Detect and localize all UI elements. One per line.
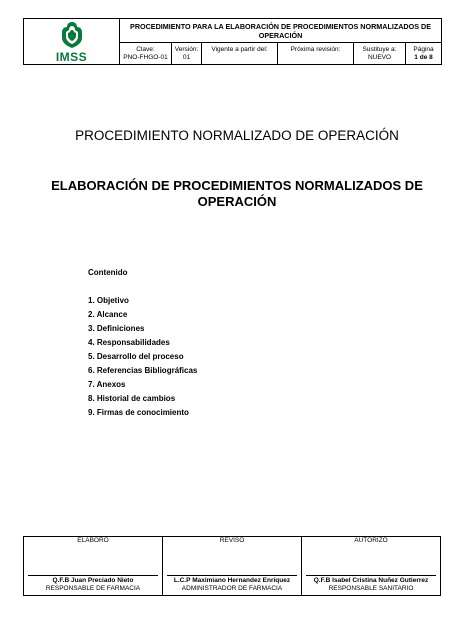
contents-item: 9. Firmas de conocimiento: [88, 408, 189, 417]
contents-item: 4. Responsabilidades: [88, 338, 170, 347]
field-pagina: Página 1 de 8: [406, 43, 442, 65]
role-reviso: REVISÓ: [163, 537, 302, 545]
field-version: Versión: 01: [172, 43, 202, 65]
field-vigente: Vigente a partir del:: [202, 43, 278, 65]
imss-eagle-logo-icon: [58, 20, 86, 50]
signature-block-autorizo: [302, 544, 441, 596]
contents-item: 3. Definiciones: [88, 324, 145, 333]
field-clave: Clave: PNO-FHGO-01: [120, 43, 172, 65]
signer-name: Q.F.B Juan Preciado Nieto: [52, 577, 134, 584]
signer-name: Q.F.B Isabel Cristina Nuñez Gutierrez: [313, 577, 429, 584]
signature-line: [167, 575, 297, 576]
signer-position: ADMINISTRADOR DE FARMACIA: [181, 585, 283, 592]
contents-item: 1. Objetivo: [88, 296, 129, 305]
contents-item: 8. Historial de cambios: [88, 394, 176, 403]
signature-line: [306, 575, 436, 576]
signer-position: RESPONSABLE DE FARMACIA: [45, 585, 141, 592]
field-sustituye: Sustituye a: NUEVO: [354, 43, 406, 65]
document-subtitle: ELABORACIÓN DE PROCEDIMIENTOS NORMALIZADOS DE OPERACIÓN: [51, 178, 423, 209]
contents-item: 2. Alcance: [88, 310, 128, 319]
contents-item: 6. Referencias Bibliográficas: [88, 366, 198, 375]
signature-block-elaboro: [24, 544, 163, 596]
contents-item: 5. Desarrollo del proceso: [88, 352, 184, 361]
document-title: PROCEDIMIENTO NORMALIZADO DE OPERACIÓN: [75, 128, 399, 143]
signature-table: [23, 536, 441, 596]
table-of-contents: [88, 268, 197, 420]
signature-line: [28, 575, 158, 576]
logo-text: IMSS: [55, 50, 88, 64]
role-elaboro: ELABORÓ: [24, 537, 163, 545]
contents-heading: Contenido: [88, 268, 128, 277]
field-proxima-revision: Próxima revisión:: [278, 43, 354, 65]
signer-name: L.C.P Maximiano Hernandez Enriquez: [173, 577, 291, 584]
contents-list: [88, 294, 197, 420]
contents-item: 7. Anexos: [88, 380, 126, 389]
signature-block-reviso: [163, 544, 302, 596]
role-autorizo: AUTORIZÓ: [302, 537, 441, 545]
document-header: [23, 18, 442, 65]
header-title: PROCEDIMIENTO PARA LA ELABORACIÓN DE PROCEDIMIENTOS NORMALIZADOS DE OPERACIÓN: [120, 19, 442, 43]
logo-cell: [24, 19, 120, 65]
signer-position: RESPONSABLE SANITARIO: [328, 585, 414, 592]
